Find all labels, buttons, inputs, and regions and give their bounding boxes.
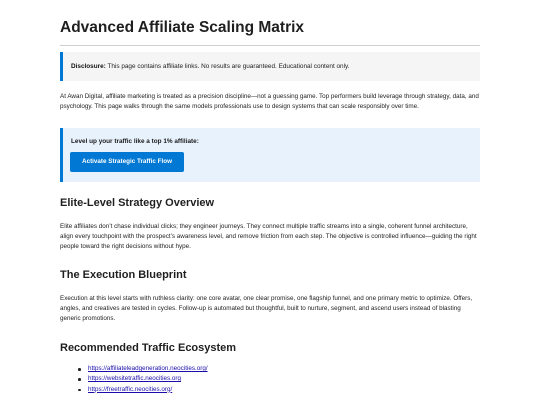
blueprint-paragraph: Execution at this level starts with ruthless clarity: one core avatar, one clear promise, one flagship funnel, and one primary metric to optimize. Offers, angles, and creatives are tested in cycles. Follow-up is automated but thoughtful, built to nurture, segment, and ascend users instead of blasting generic promotions. (60, 295, 473, 323)
section-heading-strategy: Elite-Level Strategy Overview (60, 197, 215, 209)
cta-box (60, 128, 480, 182)
traffic-link-affiliateleadgeneration[interactable]: https://affiliateleadgeneration.neocities.org/ (88, 365, 208, 372)
disclosure-notice (60, 52, 480, 81)
list-item (88, 385, 208, 395)
section-heading-blueprint: The Execution Blueprint (60, 269, 187, 281)
list-item (88, 364, 208, 374)
title-divider (60, 45, 480, 46)
traffic-link-websitetraffic[interactable]: https://websitetraffic.neocities.org (88, 375, 181, 383)
disclosure-text: This page contains affiliate links. No results are guaranteed. Educational content only. (105, 63, 350, 70)
cta-title: Level up your traffic like a top 1% affiliate: (71, 138, 199, 145)
traffic-link-freetraffic[interactable]: https://freetraffic.neocities.org/ (88, 385, 173, 393)
traffic-links-list (60, 364, 208, 395)
intro-paragraph: At Awan Digital, affiliate marketing is treated as a precision discipline—not a guessing game. Top performers build leverage through strategy, data, and psychology. This page walks through the same models professionals use to design systems that can scale responsibly over time. (60, 93, 479, 111)
disclosure-label: Disclosure: (71, 63, 106, 70)
page-title: Advanced Affiliate Scaling Matrix (60, 19, 305, 36)
section-heading-ecosystem: Recommended Traffic Ecosystem (60, 342, 237, 354)
activate-traffic-button[interactable]: Activate Strategic Traffic Flow (70, 152, 184, 172)
strategy-paragraph: Elite affiliates don’t chase individual clicks; they engineer journeys. They connect multiple traffic streams into a single, coherent funnel architecture, align every touchpoint with the prospect’s awareness level, and remove friction from each step. The objective is controlled influence—guiding the right people toward the right decisions without hype. (60, 223, 477, 251)
list-item (88, 374, 208, 384)
